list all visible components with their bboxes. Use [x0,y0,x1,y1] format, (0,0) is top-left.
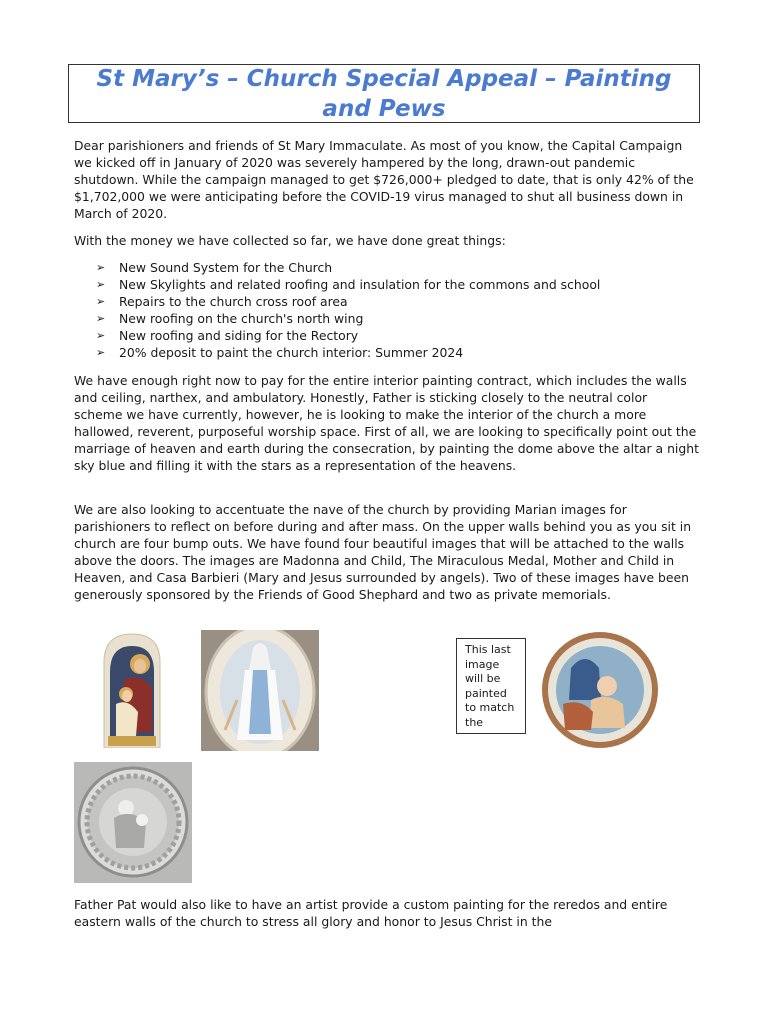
mother-and-child-roundel-image [541,630,659,750]
list-item: ➢ Repairs to the church cross roof area [96,294,348,309]
list-item: ➢ New roofing on the church's north wing [96,311,364,326]
lead-in-paragraph: With the money we have collected so far, we have done great things: [74,233,506,248]
list-item: ➢ New Sound System for the Church [96,260,333,275]
list-item: ➢ 20% deposit to paint the church interior: Summer 2024 [96,345,464,360]
madonna-and-child-image [100,632,164,748]
page-title: St Mary’s – Church Special Appeal – Painting and Pews [96,65,672,122]
arrow-bullet-icon: ➢ [96,329,106,342]
nave-paragraph: We are also looking to accentuate the nave of the church by providing Marian images for parishioners to reflect on before during and after mass. On the upper walls behind you as you sit in church are four bump outs. We have found four beautiful images that will be attached to the walls above the doors. The images are Madonna and Child, The Miraculous Medal, Mother and Child in Heaven, and Casa Barbieri (Mary and Jesus surrounded by angels). Two of these images have been generously sponsored by the Friends of Good Shephard and two as private memorials. [74,502,692,602]
arrow-bullet-icon: ➢ [96,261,106,274]
image-note-box [456,638,526,734]
casa-barbieri-plate-image [74,762,192,883]
arrow-bullet-icon: ➢ [96,278,106,291]
arrow-bullet-icon: ➢ [96,312,106,325]
miraculous-medal-image [201,630,319,751]
accomplishments-list [96,259,600,361]
reredos-paragraph: Father Pat would also like to have an artist provide a custom painting for the reredos and entire eastern walls of the church to stress all glory and honor to Jesus Christ in the [74,897,668,929]
intro-paragraph: Dear parishioners and friends of St Mary Immaculate. As most of you know, the Capital Campaign we kicked off in January of 2020 was severely hampered by the long, drawn-out pandemic shutdown. While the campaign managed to get $726,000+ pledged to date, that is only 42% of the $1,702,000 we were anticipating before the COVID-19 virus managed to shut all business down in March of 2020. [74,138,694,221]
arrow-bullet-icon: ➢ [96,346,106,359]
list-item: ➢ New Skylights and related roofing and insulation for the commons and school [96,277,601,292]
list-item: ➢ New roofing and siding for the Rectory [96,328,359,343]
title-box [68,64,700,123]
painting-paragraph: We have enough right now to pay for the entire interior painting contract, which includes the walls and ceiling, narthex, and ambulatory. Honestly, Father is sticking closely to the neutral color scheme we have currently, however, he is looking to make the interior of the church a more hallowed, reverent, purposeful worship space. First of all, we are looking to specifically point out the marriage of heaven and earth during the consecration, by painting the dome above the altar a night sky blue and filling it with the stars as a representation of the heavens. [74,373,699,473]
image-note-text: This last image will be painted to match the [465,643,515,729]
arrow-bullet-icon: ➢ [96,295,106,308]
